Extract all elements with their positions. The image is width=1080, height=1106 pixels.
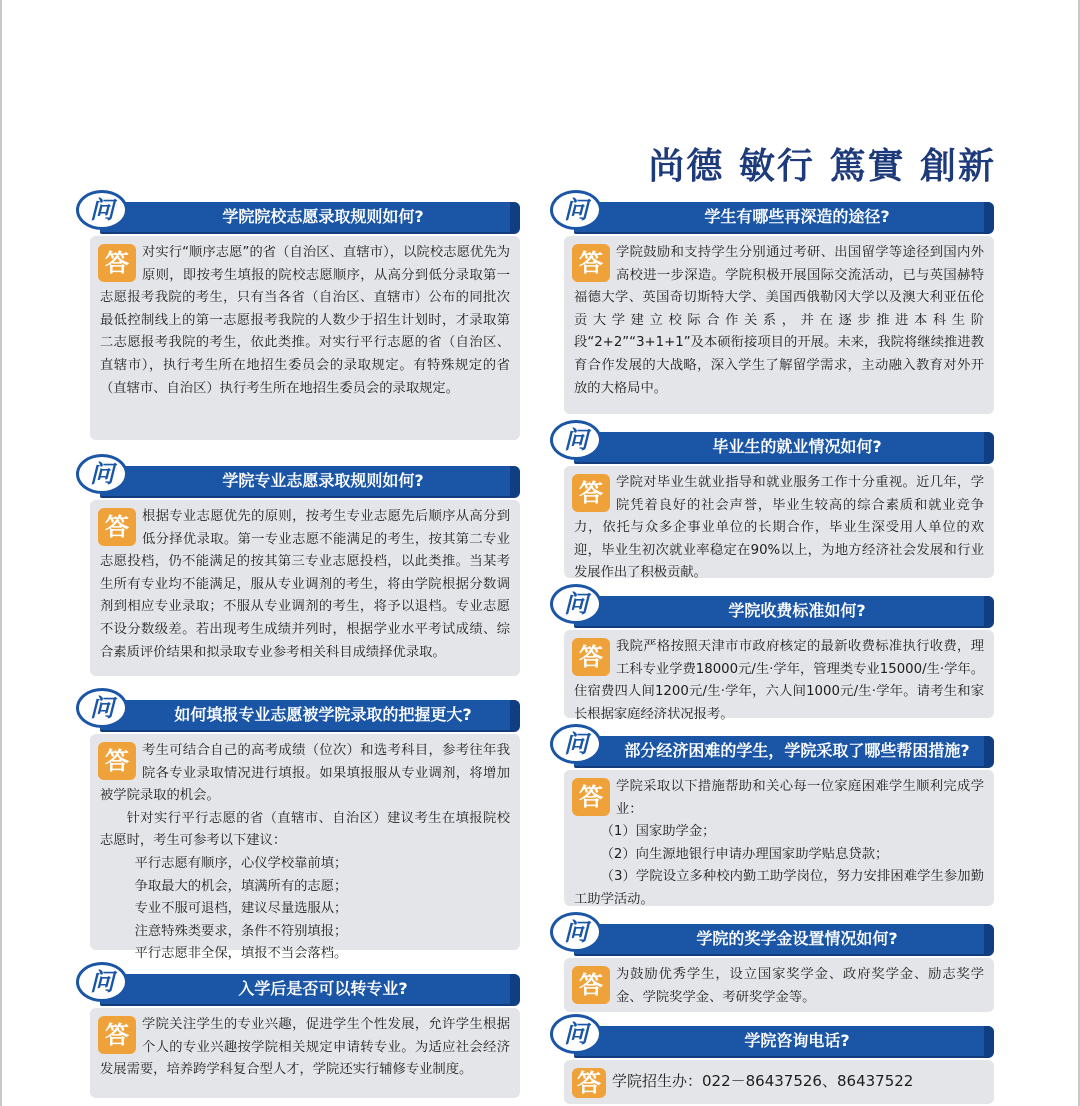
- question-banner: [74, 190, 520, 236]
- answer-list-item: 专业不服可退档，建议尽量选服从；: [134, 901, 348, 917]
- question-banner: [548, 190, 994, 236]
- question-icon: 问: [76, 962, 128, 1002]
- qa-block-employment: [548, 420, 994, 581]
- answer-text: 我院严格按照天津市市政府核定的最新收费标准执行收费，理工科专业学费18000元/生·学年，管理类专业15000/生·学年。住宿费四人间1200元/生·学年，六人间1000元/生·学年。请考生和家长根据家庭经济状况报考。: [574, 639, 984, 722]
- question-banner: [548, 912, 994, 958]
- question-banner: [74, 454, 520, 500]
- answer-list-item: 注意特殊类要求，条件不符别填报；: [134, 923, 348, 939]
- answer-text: 为鼓励优秀学生，设立国家奖学金、政府奖学金、励志奖学金、学院奖学金、考研奖学金等。: [616, 967, 984, 1005]
- answer-list-item: 平行志愿有顺序，心仪学校靠前填；: [134, 855, 348, 871]
- answer-text: 根据专业志愿优先的原则，按考生专业志愿先后顺序从高分到低分择优录取。第一专业志愿不能满足的考生，按其第二专业志愿投档，仍不能满足的按其第三专业志愿投档，以此类推。当某考生所有专业均不能满足，服从专业调剂的考生，将由学院根据分数调剂到相应专业录取；不服从专业调剂的考生，将予以退档。专业志愿不设分数级差。若出现考生成绩并列时，根据学业水平考试成绩、综合素质评价结果和拟录取专业参考相关科目成绩择优录取。: [100, 509, 510, 660]
- qa-block-admission-rule: [74, 190, 520, 440]
- answer-box: [90, 500, 520, 676]
- answer-text: 针对实行平行志愿的省（直辖市、自治区）建议考生在填报院校志愿时，考生可参考以下建议：: [100, 810, 510, 849]
- answer-box: [564, 1060, 994, 1104]
- answer-icon: 答: [98, 1016, 136, 1054]
- question-icon: 问: [550, 1014, 602, 1054]
- question-icon: 问: [76, 688, 128, 728]
- answer-box: [90, 1008, 520, 1098]
- qa-block-apply-tips: [74, 688, 520, 962]
- answer-box: [564, 630, 994, 722]
- answer-box: [564, 770, 994, 906]
- question-text: 部分经济困难的学生，学院采取了哪些帮困措施?: [624, 741, 970, 760]
- answer-text: 考生可结合自己的高考成绩（位次）和选考科目，参考往年我院各专业录取情况进行填报。如果填报服从专业调剂，将增加被学院录取的机会。: [100, 743, 510, 804]
- answer-box: [564, 958, 994, 1012]
- answer-box: [90, 734, 520, 962]
- answer-list-item: （3）学院设立多种校内勤工助学岗位，努力安排困难学生参加勤工助学活动。: [574, 869, 984, 907]
- answer-list-item: （2）向生源地银行申请办理国家助学贴息贷款；: [600, 846, 889, 862]
- school-motto: 尚德 敏行 篤實 創新: [648, 145, 996, 187]
- answer-text: 学院鼓励和支持学生分别通过考研、出国留学等途径到国内外高校进一步深造。学院积极开展国际交流活动，已与英国赫特福德大学、英国奇切斯特大学、美国西俄勒冈大学以及澳大利亚伍伦贡大学建立校际合作关系，并在逐步推进本科生阶段“2+2”“3+1+1”及本硕衔接项目的开展。未来，我院将继续推进教育合作发展的大战略，深入学生了解留学需求，主动融入教育对外开放的大格局中。: [574, 245, 984, 396]
- qa-block-further-study: [548, 190, 994, 414]
- question-banner: [548, 1014, 994, 1060]
- answer-icon: 答: [572, 966, 610, 1004]
- answer-icon: 答: [572, 1068, 606, 1098]
- question-text: 毕业生的就业情况如何?: [712, 437, 882, 456]
- answer-icon: 答: [98, 244, 136, 282]
- question-text: 学生有哪些再深造的途径?: [704, 207, 890, 226]
- answer-text: 学院关注学生的专业兴趣，促进学生个性发展，允许学生根据个人的专业兴趣按学院相关规定申请转专业。为适应社会经济发展需要，培养跨学科复合型人才，学院还实行辅修专业制度。: [100, 1017, 510, 1078]
- answer-text: 学院采取以下措施帮助和关心每一位家庭困难学生顺利完成学业：: [616, 779, 984, 817]
- question-banner: [548, 584, 994, 630]
- question-text: 学院咨询电话?: [744, 1031, 850, 1050]
- answer-icon: 答: [572, 778, 610, 816]
- answer-box: [564, 466, 994, 581]
- question-icon: 问: [550, 584, 602, 624]
- answer-list-item: 争取最大的机会，填满所有的志愿；: [134, 878, 348, 894]
- answer-icon: 答: [572, 244, 610, 282]
- qa-block-financial-aid: [548, 724, 994, 906]
- question-icon: 问: [550, 912, 602, 952]
- answer-list-item: （1）国家助学金；: [600, 824, 716, 840]
- question-banner: [548, 420, 994, 466]
- answer-text: 学院招生办：022－86437526、86437522: [612, 1072, 914, 1090]
- answer-box: [90, 236, 520, 440]
- qa-block-contact-phone: [548, 1014, 994, 1104]
- qa-block-fees: [548, 584, 994, 722]
- question-icon: 问: [550, 724, 602, 764]
- question-banner: [74, 962, 520, 1008]
- answer-icon: 答: [572, 638, 610, 676]
- question-banner: [548, 724, 994, 770]
- answer-icon: 答: [98, 742, 136, 780]
- question-icon: 问: [76, 454, 128, 494]
- question-text: 入学后是否可以转专业?: [238, 979, 408, 998]
- question-banner: [74, 688, 520, 734]
- answer-text: 对实行“顺序志愿”的省（自治区、直辖市），以院校志愿优先为原则，即按考生填报的院校志愿顺序，从高分到低分录取第一志愿报考我院的考生，只有当各省（自治区、直辖市）公布的同批次最低控制线上的第一志愿报考我院的人数少于招生计划时，才录取第二志愿报考我院的考生，依此类推。对实行平行志愿的省（自治区、直辖市），执行考生所在地招生委员会的录取规定。有特殊规定的省（直辖市、自治区）执行考生所在地招生委员会的录取规定。: [100, 245, 510, 396]
- answer-text: 学院对毕业生就业指导和就业服务工作十分重视。近几年，学院凭着良好的社会声誉，毕业生较高的综合素质和就业竞争力，依托与众多企事业单位的长期合作，毕业生深受用人单位的欢迎，毕业生初次就业率稳定在90%以上，为地方经济社会发展和行业发展作出了积极贡献。: [574, 475, 984, 581]
- question-text: 学院收费标准如何?: [728, 601, 866, 620]
- question-text: 学院的奖学金设置情况如何?: [696, 929, 898, 948]
- question-icon: 问: [76, 190, 128, 230]
- qa-block-transfer-major: [74, 962, 520, 1098]
- question-text: 学院专业志愿录取规则如何?: [222, 471, 424, 490]
- answer-list-item: 平行志愿非全保，填报不当会落档。: [134, 946, 348, 962]
- qa-block-major-rule: [74, 454, 520, 676]
- answer-icon: 答: [98, 508, 136, 546]
- answer-icon: 答: [572, 474, 610, 512]
- question-text: 如何填报专业志愿被学院录取的把握更大?: [174, 705, 472, 724]
- question-icon: 问: [550, 190, 602, 230]
- left-page-edge: [0, 0, 2, 1106]
- question-text: 学院院校志愿录取规则如何?: [222, 207, 424, 226]
- question-icon: 问: [550, 420, 602, 460]
- answer-box: [564, 236, 994, 414]
- qa-block-scholarship: [548, 912, 994, 1012]
